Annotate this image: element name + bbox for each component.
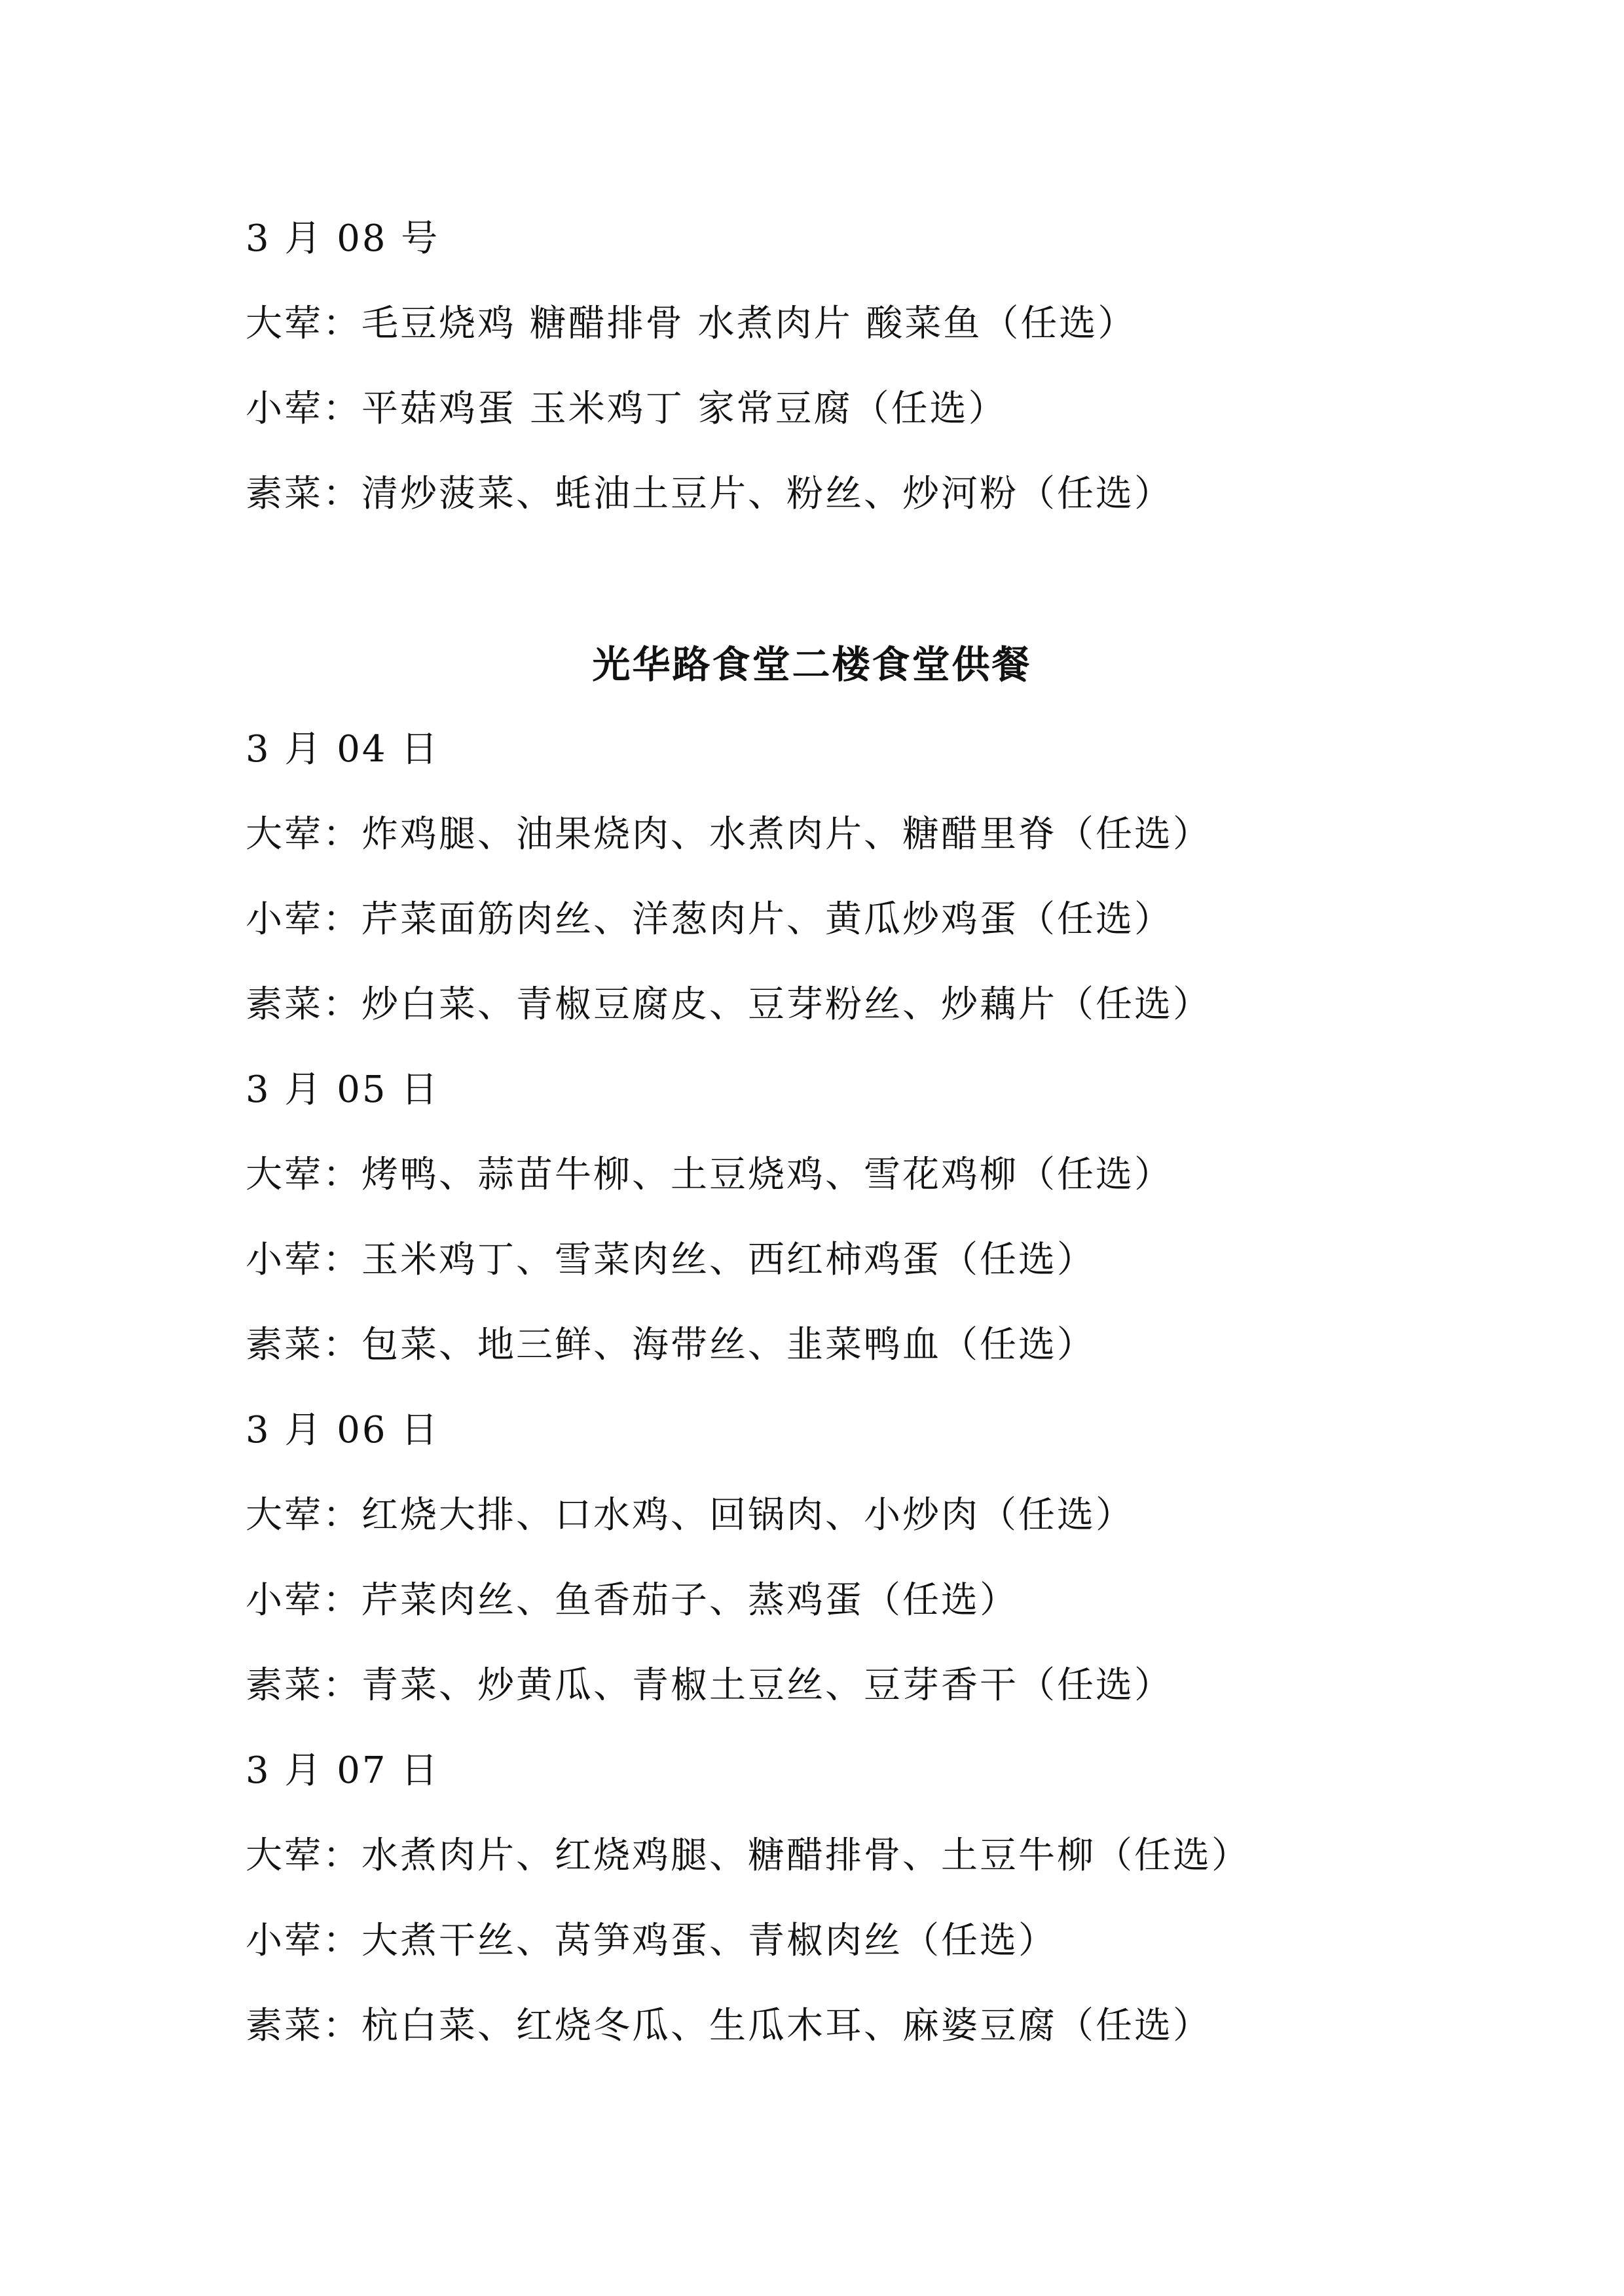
menu-line-big-meat: 大荤：毛豆烧鸡 糖醋排骨 水煮肉片 酸菜鱼（任选）: [246, 302, 1137, 345]
date-line: 3 月 07 日: [246, 1749, 440, 1792]
menu-line-small-meat: 小荤：芹菜肉丝、鱼香茄子、蒸鸡蛋（任选）: [246, 1579, 1018, 1622]
menu-line-small-meat: 小荤：芹菜面筋肉丝、洋葱肉片、黄瓜炒鸡蛋（任选）: [246, 898, 1173, 941]
menu-line-vegetable: 素菜：包菜、地三鲜、海带丝、韭菜鸭血（任选）: [246, 1324, 1096, 1366]
menu-line-big-meat: 大荤：烤鸭、蒜苗牛柳、土豆烧鸡、雪花鸡柳（任选）: [246, 1154, 1173, 1196]
menu-line-big-meat: 大荤：水煮肉片、红烧鸡腿、糖醋排骨、土豆牛柳（任选）: [246, 1834, 1250, 1877]
menu-line-small-meat: 小荤：平菇鸡蛋 玉米鸡丁 家常豆腐（任选）: [246, 388, 1007, 430]
date-line: 3 月 06 日: [246, 1409, 440, 1451]
menu-line-vegetable: 素菜：杭白菜、红烧冬瓜、生瓜木耳、麻婆豆腐（任选）: [246, 2005, 1211, 2047]
menu-line-big-meat: 大荤：红烧大排、口水鸡、回锅肉、小炒肉（任选）: [246, 1494, 1134, 1537]
section-title: 光华路食堂二楼食堂供餐: [592, 642, 1032, 687]
menu-line-vegetable: 素菜：青菜、炒黄瓜、青椒土豆丝、豆芽香干（任选）: [246, 1664, 1173, 1707]
date-line: 3 月 08 号: [246, 217, 440, 260]
date-line: 3 月 04 日: [246, 728, 440, 771]
menu-line-vegetable: 素菜：清炒菠菜、蚝油土豆片、粉丝、炒河粉（任选）: [246, 473, 1173, 515]
menu-line-big-meat: 大荤：炸鸡腿、油果烧肉、水煮肉片、糖醋里脊（任选）: [246, 813, 1211, 856]
date-line: 3 月 05 日: [246, 1068, 440, 1111]
menu-line-small-meat: 小荤：大煮干丝、莴笋鸡蛋、青椒肉丝（任选）: [246, 1920, 1057, 1962]
menu-line-vegetable: 素菜：炒白菜、青椒豆腐皮、豆芽粉丝、炒藕片（任选）: [246, 983, 1211, 1026]
menu-line-small-meat: 小荤：玉米鸡丁、雪菜肉丝、西红柿鸡蛋（任选）: [246, 1239, 1096, 1281]
